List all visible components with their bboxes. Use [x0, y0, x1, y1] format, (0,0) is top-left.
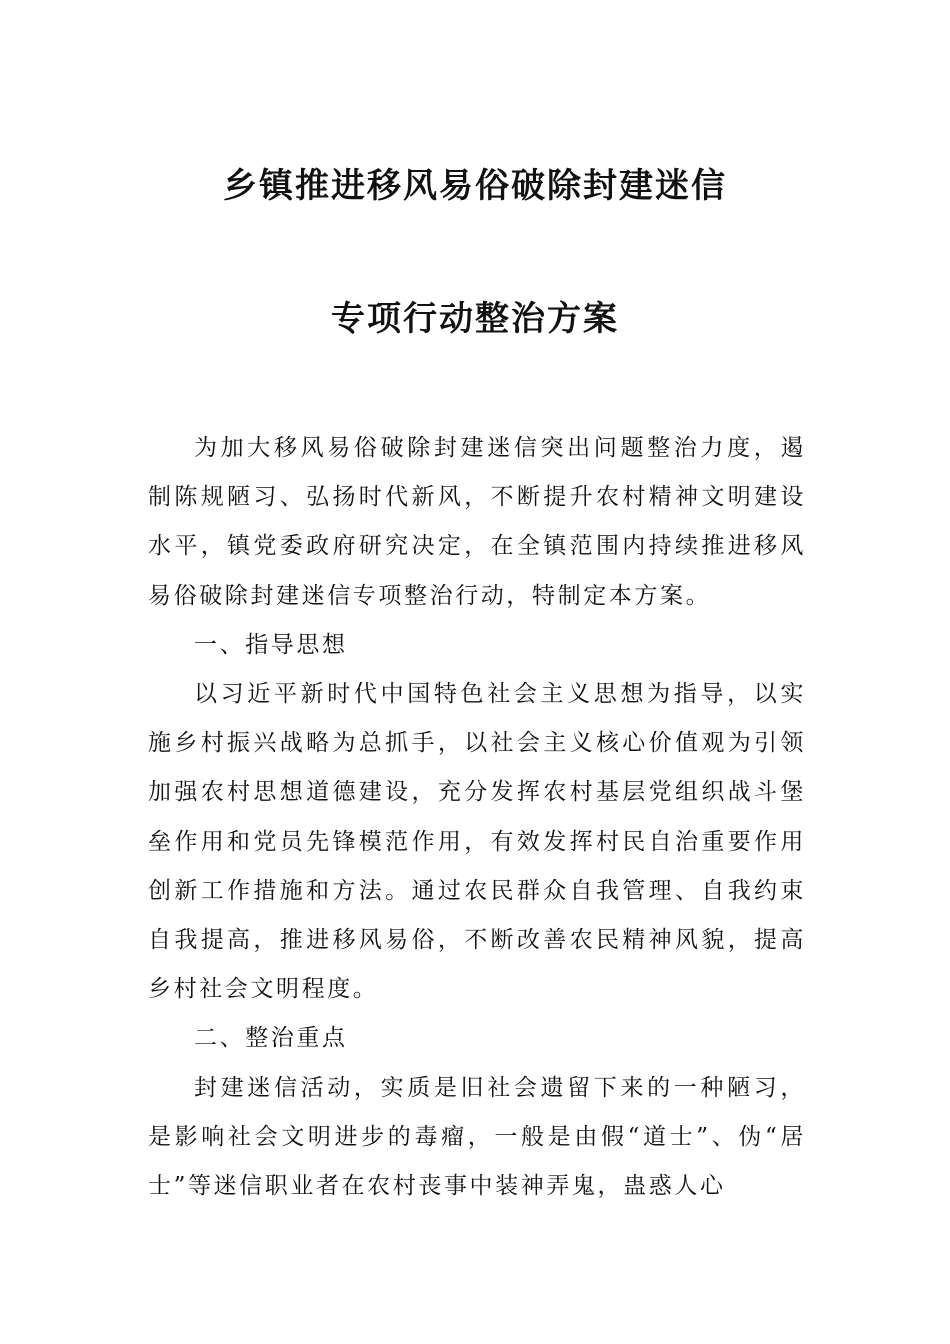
- document-title-line-1: 乡镇推进移风易俗破除封建迷信: [223, 166, 727, 206]
- rectification-focus-paragraph: 封建迷信活动，实质是旧社会遗留下来的一种陋习，是影响社会文明进步的毒瘤，一般是由假“道士”、伪“居士”等迷信职业者在农村丧事中装神弄鬼，蛊惑人心: [148, 1074, 806, 1200]
- intro-paragraph: 为加大移风易俗破除封建迷信突出问题整治力度，遏制陈规陋习、弘扬时代新风，不断提升农村精神文明建设水平，镇党委政府研究决定，在全镇范围内持续推进移风易俗破除封建迷信专项整治行动，特制定本方案。: [148, 435, 806, 609]
- section-heading-guiding-ideology: 一、指导思想: [194, 631, 348, 658]
- section-heading-rectification-focus: 二、整治重点: [194, 1025, 348, 1052]
- document-title-line-2: 专项行动整治方案: [331, 299, 619, 339]
- document-body: [148, 424, 806, 1211]
- guiding-ideology-paragraph: 以习近平新时代中国特色社会主义思想为指导，以实施乡村振兴战略为总抓手，以社会主义核心价值观为引领加强农村思想道德建设，充分发挥农村基层党组织战斗堡垒作用和党员先锋模范作用，有效发挥村民自治重要作用创新工作措施和方法。通过农民群众自我管理、自我约束自我提高，推进移风易俗，不断改善农民精神风貌，提高乡村社会文明程度。: [148, 681, 806, 1003]
